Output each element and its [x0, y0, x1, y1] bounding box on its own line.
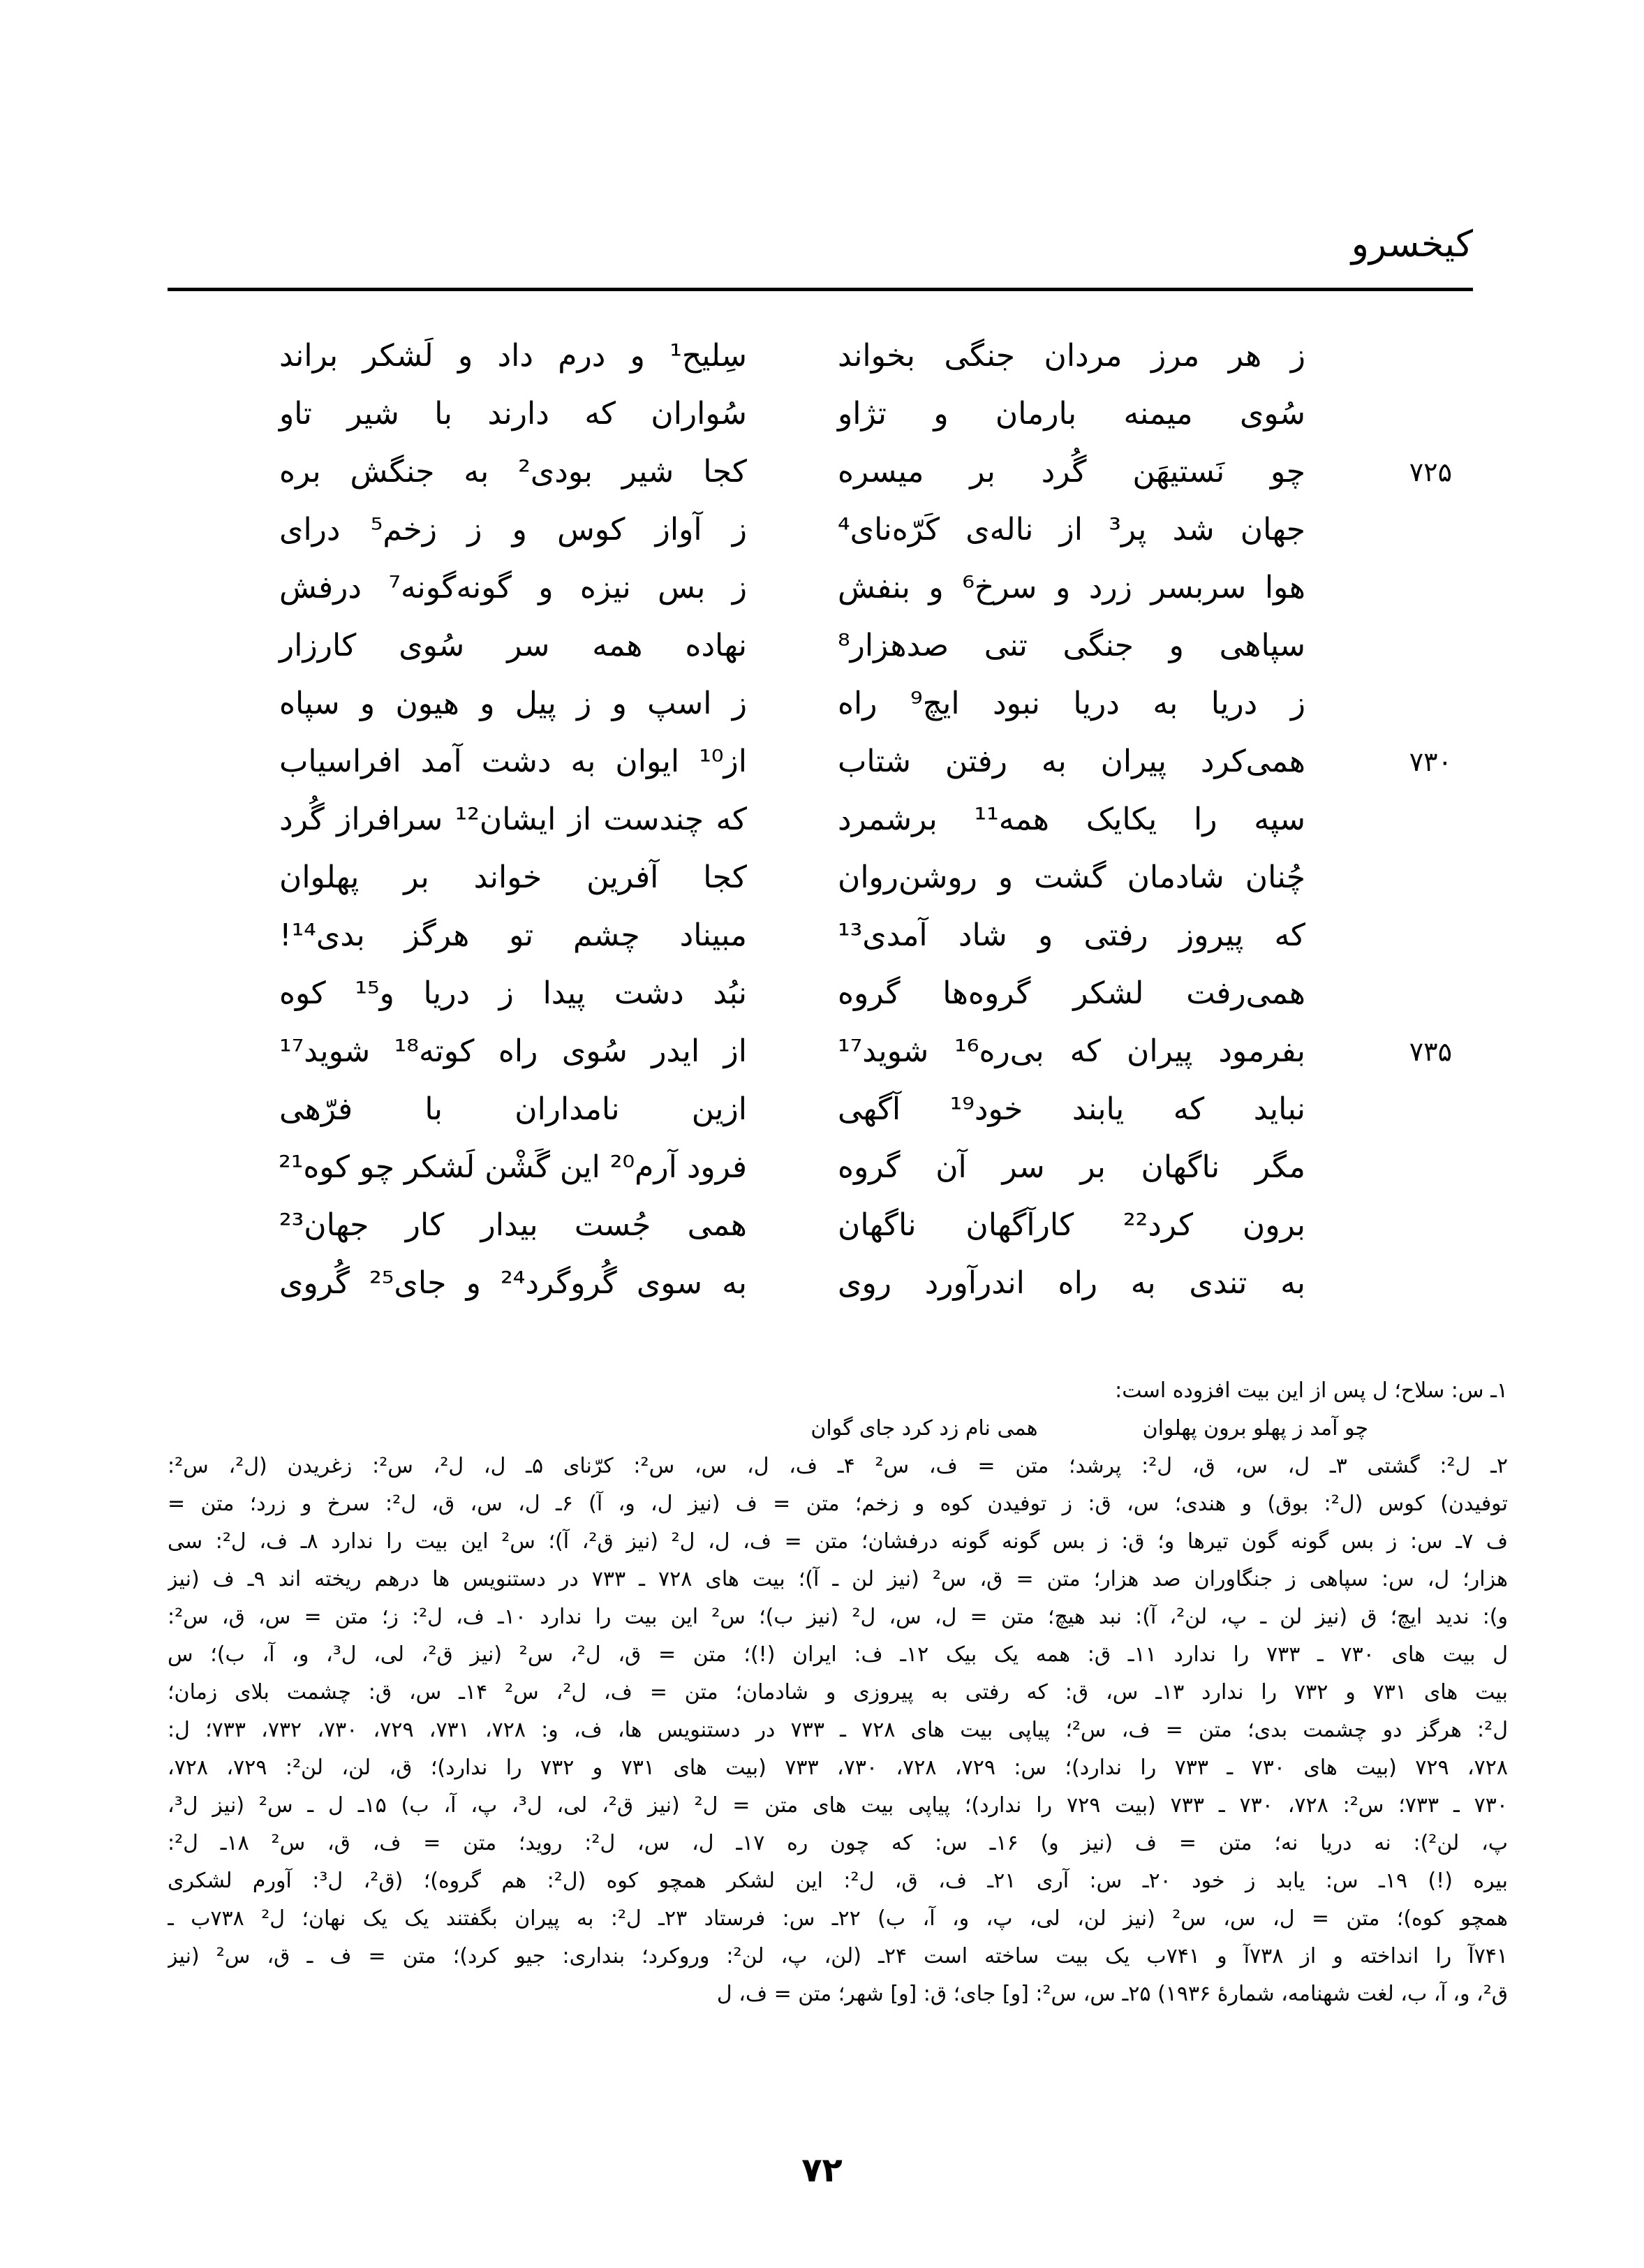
hemistich-left: همی جُست بیدار کار جهان²³: [279, 1207, 747, 1243]
footnote-line: ف ۷ـ س: ز بس گونه گون تیرها و؛ ق: ز بس گونه گونه درفشان؛ متن = ف، ل، ل² (نیز ق²، آ)؛ س² این بیت را ندارد ۸ـ ف، ل²: سی: [168, 1529, 1508, 1554]
hemistich-left: نبُد دشت پیدا ز دریا و¹⁵ کوه: [279, 975, 747, 1011]
hemistich-right: سُوی میمنه بارمان و تژاو: [838, 396, 1305, 432]
page-header: [168, 209, 1473, 286]
verse-row: [279, 390, 1480, 439]
hemistich-right: نباید که یابند خود¹⁹ آگهی: [838, 1091, 1305, 1127]
footnote-line: ۷۴۱آ را انداخته و از ۷۳۸آ و ۷۴۱ب یک بیت ساخته است ۲۴ـ (لن، پ، لن²: وروکرد؛ بنداری: جیو کرد)؛ متن = ف ـ ق، س² (نیز: [168, 1944, 1508, 1968]
hemistich-left: کجا آفرین خواند بر پهلوان: [279, 860, 747, 895]
hemistich-left: کجا شیر بودی² به جنگش بره: [279, 454, 747, 489]
hemistich-right: که پیروز رفتی و شاد آمدی¹³: [838, 918, 1305, 953]
hemistich-right: همی‌کرد پیران به رفتن شتاب: [838, 744, 1305, 779]
verse-row: [279, 1027, 1480, 1076]
verse-row: [279, 1201, 1480, 1250]
verse-number: [1389, 1201, 1452, 1250]
verse-row: [279, 506, 1480, 554]
hemistich-left: از¹⁰ ایوان به دشت آمد افراسیاب: [279, 744, 747, 779]
verse-row: [279, 1085, 1480, 1134]
footnote-line: توفیدن) کوس (ل²: بوق) و هندی؛ س، ق: ز توفیدن کوه و زخم؛ متن = ف (نیز ل، و، آ) ۶ـ ل، س، ق، ل²: سرخ و زرد؛ متن =: [168, 1492, 1508, 1516]
hemistich-right: هوا سربسر زرد و سرخ⁶ و بنفش: [838, 570, 1305, 605]
page-number: ۷۲: [801, 2151, 843, 2190]
footnote-line: بیره (!) ۱۹ـ س: یابد ز خود ۲۰ـ س: آری ۲۱ـ ف، ق، ل²: این لشکر همچو کوه (ل²: هم گروه)؛ (ق²، ل³: آورم لشکری: [168, 1869, 1508, 1893]
hemistich-right: به تندی به راه اندرآورد روی: [838, 1265, 1305, 1301]
hemistich-right: چو نَستیهَن گُرد بر میسره: [838, 454, 1305, 489]
hemistich-right: ز هر مرز مردان جنگی بخواند: [838, 338, 1305, 374]
footnote-line: پ، لن²): نه دریا نه؛ متن = ف (نیز و) ۱۶ـ س: که چون ره ۱۷ـ ل، س، ل²: روید؛ متن = ف، ق، س² ۱۸ـ ل²:: [168, 1831, 1508, 1855]
verse-number: ۷۳۰: [1409, 746, 1452, 777]
hemistich-right: همی‌رفت لشکر گروه‌ها گروه: [838, 975, 1305, 1011]
verse-number: [1389, 969, 1452, 1018]
hemistich-left: نهاده همه سر سُوی کارزار: [279, 628, 747, 663]
verse-row: [279, 911, 1480, 960]
verse-number: [1389, 911, 1452, 960]
verse-row: [279, 737, 1480, 786]
hemistich-right: سپاهی و جنگی تنی صدهزار⁸: [838, 628, 1305, 663]
hemistich-left: ازین نامداران با فرّهی: [279, 1091, 747, 1127]
footnote-line: ۷۲۸، ۷۲۹ (بیت های ۷۳۰ ـ ۷۳۳ را ندارد)؛ س: ۷۲۹، ۷۲۸، ۷۳۰، ۷۳۳ (بیت های ۷۳۱ و ۷۳۲ را ندارد)؛ ق، لن، لن²: ۷۲۹، ۷۲۸،: [168, 1755, 1508, 1780]
hemistich-left: ز بس نیزه و گونه‌گونه⁷ درفش: [279, 570, 747, 605]
verse-number: [1389, 1085, 1452, 1134]
verse-number: [1389, 853, 1452, 902]
verse-number: [1389, 679, 1452, 728]
header-rule: [168, 288, 1473, 291]
verse-number: [1389, 1143, 1452, 1192]
running-title: کیخسرو: [1351, 223, 1473, 265]
verse-number: [1389, 795, 1452, 844]
footnote-line: ل²: هرگز دو چشمت بدی؛ متن = ف، س²؛ پیاپی بیت های ۷۲۸ ـ ۷۳۳ در دستنویس ها، ف، و: ۷۲۸، ۷۳۱، ۷۲۹، ۷۳۰، ۷۳۲، ۷۳۳؛ ل:: [168, 1718, 1508, 1742]
verse-row: [279, 969, 1480, 1018]
added-verse-right: چو آمد ز پهلو برون پهلوان: [1142, 1416, 1368, 1441]
footnote-added-verse: [168, 1410, 1508, 1448]
hemistich-left: ز اسپ و ز پیل و هیون و سپاه: [279, 686, 747, 721]
verse-row: [279, 679, 1480, 728]
verse-row: [279, 1143, 1480, 1192]
added-verse-left: همی نام زد کرد جای گوان: [810, 1416, 1038, 1441]
footnote-line: و): ندید ایچ؛ ق (نیز لن ـ پ، لن²، آ): نبد هیچ؛ متن = ل، س، ل² (نیز ب)؛ س² این بیت را ندارد ۱۰ـ ف، ل²: ز؛ متن = س، ق، س²:: [168, 1605, 1508, 1629]
verse-number: [1389, 621, 1452, 670]
footnotes: [168, 1372, 1508, 2013]
hemistich-left: از ایدر سُوی راه کوته¹⁸ شوید¹⁷: [279, 1033, 747, 1069]
verse-number: ۷۳۵: [1409, 1036, 1452, 1067]
footnote-line: بیت های ۷۳۱ و ۷۳۲ را ندارد ۱۳ـ س، ق: که رفتی به پیروزی و شادمان؛ متن = ف، ل²، س² ۱۴ـ س، ق: چشمت بلای زمان؛: [168, 1680, 1508, 1704]
verse-area: [279, 332, 1480, 1323]
verse-number: ۷۲۵: [1409, 457, 1452, 487]
verse-row: [279, 853, 1480, 902]
hemistich-right: بفرمود پیران که بی‌ره¹⁶ شوید¹⁷: [838, 1033, 1305, 1069]
hemistich-left: فرود آرم²⁰ این گَشْن لَشکر چو کوه²¹: [279, 1149, 747, 1185]
verse-row: [279, 795, 1480, 844]
hemistich-right: چُنان شادمان گشت و روشن‌روان: [838, 860, 1305, 895]
hemistich-right: سپه را یکایک همه¹¹ برشمرد: [838, 802, 1305, 837]
hemistich-left: که چندست از ایشان¹² سرافراز گُرد: [279, 802, 747, 837]
hemistich-left: به سوی گُروگرد²⁴ و جای²⁵ گُروی: [279, 1265, 747, 1301]
hemistich-right: برون کرد²² کارآگهان ناگهان: [838, 1207, 1305, 1243]
hemistich-left: مبیناد چشم تو هرگز بدی¹⁴!: [279, 918, 747, 953]
verse-number: [1389, 564, 1452, 612]
footnote-line: همچو کوه)؛ متن = ل، س، س² (نیز لن، لی، پ، و، آ، ب) ۲۲ـ س: فرستاد ۲۳ـ ل²: به پیران بگفتند یک یک نهان؛ ل² ۷۳۸ب ـ: [168, 1906, 1508, 1931]
verse-row: [279, 621, 1480, 670]
footnote-intro: ۱ـ س: سلاح؛ ل پس از این بیت افزوده است:: [1115, 1378, 1508, 1403]
footnote-line: هزار؛ ل، س: سپاهی ز جنگاوران صد هزار؛ متن = ق، س² (نیز لن ـ آ)؛ بیت های ۷۲۸ ـ ۷۳۳ در دستنویس ها درهم ریخته اند ۹ـ ف (نیز: [168, 1567, 1508, 1591]
verse-number: [1389, 332, 1452, 381]
hemistich-right: مگر ناگهان بر سر آن گروه: [838, 1149, 1305, 1185]
footnote-line: ق²، و، آ، ب، لغت شهنامه، شمارهٔ ۱۹۳۶) ۲۵ـ س، س²: [و] جای؛ ق: [و] شهر؛ متن = ف، ل: [716, 1982, 1508, 2006]
verse-number: [1389, 390, 1452, 439]
hemistich-left: سِلیح¹ و درم داد و لَشکر براند: [279, 338, 747, 374]
verse-number: [1389, 506, 1452, 554]
footnote-line: ۷۳۰ ـ ۷۳۳؛ س²: ۷۲۸، ۷۳۰ ـ ۷۳۳ (بیت ۷۲۹ را ندارد)؛ پیاپی بیت های متن = ل² (نیز ق²، لی، ل³، پ، آ، ب) ۱۵ـ ل ـ س² (نیز ل³،: [168, 1793, 1508, 1818]
verse-row: [279, 332, 1480, 381]
verse-row: [279, 564, 1480, 612]
verse-number: [1389, 1259, 1452, 1308]
hemistich-right: ز دریا به دریا نبود ایچ⁹ راه: [838, 686, 1305, 721]
verse-row: [279, 1259, 1480, 1308]
verse-row: [279, 448, 1480, 496]
hemistich-left: سُواران که دارند با شیر تاو: [279, 396, 747, 432]
hemistich-right: جهان شد پر³ از ناله‌ی کَرّه‌نای⁴: [838, 512, 1305, 547]
footnote-line: ۲ـ ل²: گشتی ۳ـ ل، س، ق، ل²: پرشد؛ متن = ف، س² ۴ـ ف، ل، س، س²: کرّنای ۵ـ ل، ل²، س²: زغریدن (ل²، س²:: [168, 1454, 1508, 1478]
footnote-line: ل بیت های ۷۳۰ ـ ۷۳۳ را ندارد ۱۱ـ ق: همه یک بیک ۱۲ـ ف: ایران (!)؛ متن = ق، ل²، س² (نیز ق²، لی، ل³، و، آ، ب)؛ س: [168, 1642, 1508, 1667]
hemistich-left: ز آواز کوس و ز زخم⁵ درای: [279, 512, 747, 547]
